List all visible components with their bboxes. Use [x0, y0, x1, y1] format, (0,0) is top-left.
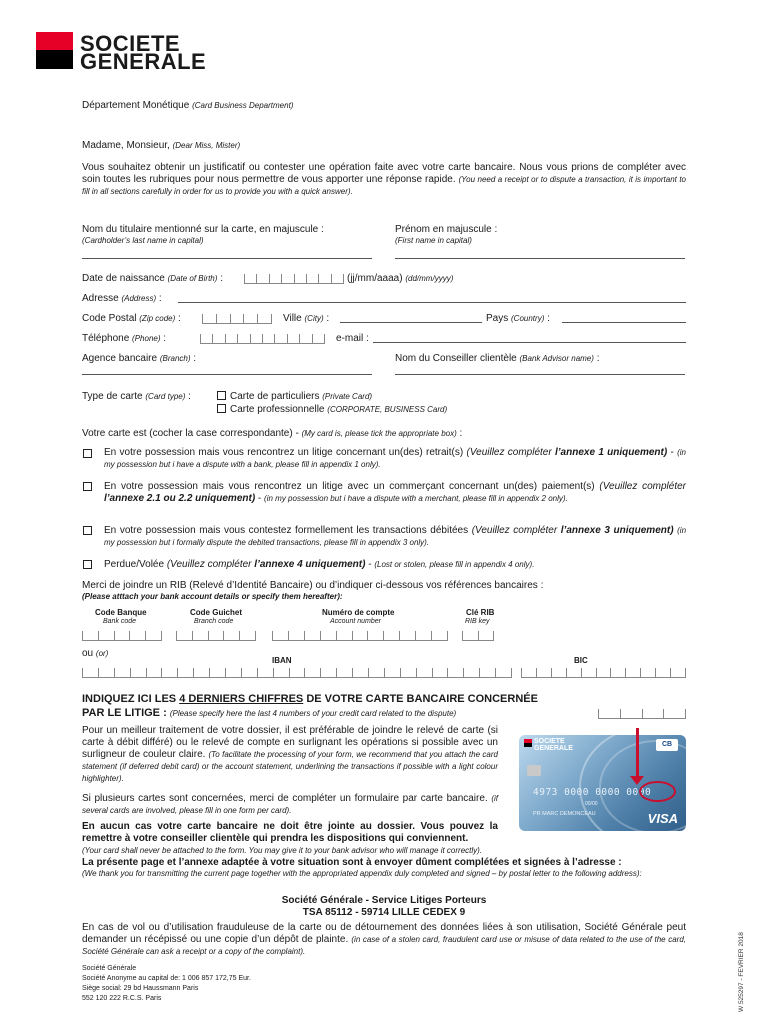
card-number: 4973 0000 0000 0000	[533, 787, 652, 798]
bank-details-label-en: (Please atttach your bank account details or specify them hereafter):	[82, 592, 343, 601]
status-option-3-text: En votre possession mais vous contestez formellement les transactions débitées (Veuillez compléter l’annexe 3 uniquement) (in my possession but i formally dispute the debited transactions, please fill in appendix 3 only).	[104, 525, 687, 547]
card-brand-logo-icon	[524, 739, 532, 747]
instructions-paragraph-3-en: (Your card shall never be attached to the form. You may give it to your bank advisor who will manage it correctly).	[82, 846, 483, 855]
col-account-number: Numéro de compte	[322, 608, 395, 617]
footer-line-4: 552 120 222 R.C.S. Paris	[82, 995, 162, 1002]
advisor-label: Nom du Conseiller clientèle (Bank Advisor name) :	[395, 353, 600, 364]
col-bank-code: Code Banque	[95, 608, 147, 617]
pointer-arrow-shaft	[636, 728, 639, 778]
bank-details-label: Merci de joindre un RIB (Relevé d’Identité Bancaire) ou d’indiquer ci-dessous vos références bancaires :	[82, 580, 544, 591]
card-type-business-label: Carte professionnelle (CORPORATE, BUSINESS Card)	[230, 404, 448, 415]
zip-boxes[interactable]	[202, 314, 272, 324]
card-expiry: 00/00	[585, 801, 598, 807]
country-input-line[interactable]	[562, 322, 686, 323]
status-option-1-text: En votre possession mais vous rencontrez un litige concernant un(des) retrait(s) (Veuillez compléter l’annexe 1 uniquement) - (in my possession but i have a dispute with a bank, please fill in appendix 1 only).	[104, 447, 686, 469]
bank-code-boxes[interactable]	[82, 631, 162, 641]
status-option-4-checkbox[interactable]	[83, 560, 92, 569]
instructions-paragraph-1: Pour un meilleur traitement de votre dossier, il est préférable de joindre le relevé de carte (si carte à débit différé) ou le relevé de compte en surlignant les opérations si possible avec un surligneur de couleur claire. (To facilitate the processing of your form, we recommend that you attach the card statement (if deferred debit card) or the account statement, underlining the transactions if possible with a light colour highlighter).	[82, 725, 498, 783]
last-name-input-line[interactable]	[82, 258, 372, 259]
phone-label: Téléphone (Phone) :	[82, 333, 167, 344]
greeting: Madame, Monsieur, (Dear Miss, Mister)	[82, 140, 241, 151]
col-rib-key: Clé RIB	[466, 608, 495, 617]
instructions-paragraph-4: La présente page et l’annexe adaptée à votre situation sont à envoyer dûment complétées et signées à l’adresse :	[82, 857, 622, 868]
iban-boxes[interactable]	[82, 668, 512, 678]
col-branch-code: Code Guichet	[190, 608, 243, 617]
instructions-paragraph-4-en: (We thank you for transmitting the current page together with the appropriated appendix duly completed and signed – by postal letter to the following address):	[82, 869, 642, 878]
last-name-label: Nom du titulaire mentionné sur la carte, en majuscule :	[82, 224, 324, 235]
card-brand-name: SOCIETE GENERALE	[534, 738, 573, 752]
footer-line-1: Société Générale	[82, 965, 137, 972]
status-option-2-checkbox[interactable]	[83, 482, 92, 491]
col-rib-key-en: RIB key	[465, 618, 490, 625]
department-heading: Département Monétique (Card Business Department)	[82, 100, 294, 111]
card-status-label: Votre carte est (cocher la case correspondante) - (My card is, please tick the appropriate box) :	[82, 428, 463, 439]
logo-line-2: GENERALE	[80, 49, 207, 74]
card-type-private-label: Carte de particuliers (Private Card)	[230, 391, 373, 402]
logo-line-1: SOCIETE	[80, 31, 181, 56]
address-input-line[interactable]	[178, 302, 686, 303]
postal-address-line-2: TSA 85112 - 59714 LILLE CEDEX 9	[302, 907, 466, 918]
bic-label: BIC	[574, 656, 588, 665]
last-four-digits-boxes[interactable]	[598, 709, 686, 719]
intro-paragraph: Vous souhaitez obtenir un justificatif ou contester une opération faite avec votre carte bancaire. Nous vous prions de compléter avec soin toutes les rubriques pour nous permettre de vous apporter une réponse rapide. (You need a receipt or to dispute a transaction, it is important to fill in all sections carefully in order for us to provide you with a quick answer).	[82, 162, 686, 196]
country-label: Pays (Country) :	[486, 313, 550, 324]
birth-label: Date de naissance (Date of Birth) :	[82, 273, 223, 284]
account-number-boxes[interactable]	[272, 631, 448, 641]
footer-line-3: Siège social: 29 bd Haussmann Paris	[82, 985, 199, 992]
zip-label: Code Postal (Zip code) :	[82, 313, 181, 324]
societe-generale-logo-mark	[36, 32, 73, 69]
col-bank-code-en: Bank code	[103, 618, 137, 625]
phone-boxes[interactable]	[200, 334, 325, 344]
birth-date-boxes[interactable]	[244, 274, 344, 284]
status-option-2-text: En votre possession mais vous rencontrez un litige avec un commerçant concernant un(des) paiement(s) (Veuillez compléter l’annexe 2.1 ou 2.2 uniquement) - (in my possession but i have a dispute with a merchant, please fill in appendix 2 only).	[104, 481, 686, 504]
document-reference: W 525297 - FEVRIER 2018	[738, 932, 745, 1012]
pointer-arrow-head-icon	[630, 776, 644, 785]
advisor-input-line[interactable]	[395, 374, 685, 375]
branch-label: Agence bancaire (Branch) :	[82, 353, 197, 364]
postal-address-line-1: Société Générale - Service Litiges Porteurs	[281, 895, 487, 906]
theft-paragraph: En cas de vol ou d’utilisation frauduleuse de la carte ou de détournement des données liées à son utilisation, Société Générale peut demander un récépissé ou une copie d’un dépôt de plainte. (in case of a stolen card, fraudulent card use or misuse of data related to the use of the card, Société Générale can ask a receipt or a copy of the complaint).	[82, 922, 686, 956]
instructions-paragraph-2: Si plusieurs cartes sont concernées, merci de compléter un formulaire par carte bancaire. (if several cards are involved, please fill in one form per card).	[82, 793, 498, 815]
city-label: Ville (City) :	[283, 313, 330, 324]
col-account-number-en: Account number	[330, 618, 381, 625]
col-branch-code-en: Branch code	[194, 618, 234, 625]
credit-card-illustration	[519, 735, 686, 831]
card-type-business-checkbox[interactable]	[217, 404, 226, 413]
address-label: Adresse (Address) :	[82, 293, 162, 304]
card-holder: PR MARC DEMONCEAU	[533, 811, 596, 817]
last-digits-highlight-circle	[639, 781, 676, 802]
first-name-label: Prénom en majuscule :	[395, 224, 498, 235]
branch-input-line[interactable]	[82, 374, 372, 375]
first-name-label-en: (First name in capital)	[395, 236, 472, 245]
or-label: ou (or)	[82, 648, 109, 659]
last-name-label-en: (Cardholder’s last name in capital)	[82, 236, 204, 245]
cb-logo-icon: CB	[656, 739, 678, 751]
city-input-line[interactable]	[340, 322, 482, 323]
bic-boxes[interactable]	[521, 668, 686, 678]
last-digits-title: INDIQUEZ ICI LES 4 DERNIERS CHIFFRES DE VOTRE CARTE BANCAIRE CONCERNÉE	[82, 693, 538, 705]
card-type-private-checkbox[interactable]	[217, 391, 226, 400]
rib-key-boxes[interactable]	[462, 631, 494, 641]
visa-logo: VISA	[647, 811, 678, 826]
chip-icon	[527, 765, 541, 776]
card-type-label: Type de carte (Card type) :	[82, 391, 191, 402]
first-name-input-line[interactable]	[395, 258, 685, 259]
iban-label: IBAN	[272, 656, 292, 665]
last-digits-title-2: PAR LE LITIGE : (Please specify here the last 4 numbers of your credit card related to the dispute)	[82, 707, 457, 719]
email-label: e-mail :	[336, 333, 369, 344]
status-option-3-checkbox[interactable]	[83, 526, 92, 535]
email-input-line[interactable]	[373, 342, 686, 343]
birth-format: (jj/mm/aaaa) (dd/mm/yyyy)	[347, 273, 454, 284]
branch-code-boxes[interactable]	[176, 631, 256, 641]
status-option-4-text: Perdue/Volée (Veuillez compléter l’annexe 4 uniquement) - (Lost or stolen, please fill in appendix 4 only).	[104, 559, 535, 570]
footer-line-2: Société Anonyme au capital de: 1 006 857 172,75 Eur.	[82, 975, 251, 982]
instructions-paragraph-3: En aucun cas votre carte bancaire ne doit être jointe au dossier. Vous pouvez la remettre à votre conseiller clientèle qui prendra les dispositions qui conviennent.	[82, 821, 498, 844]
status-option-1-checkbox[interactable]	[83, 449, 92, 458]
